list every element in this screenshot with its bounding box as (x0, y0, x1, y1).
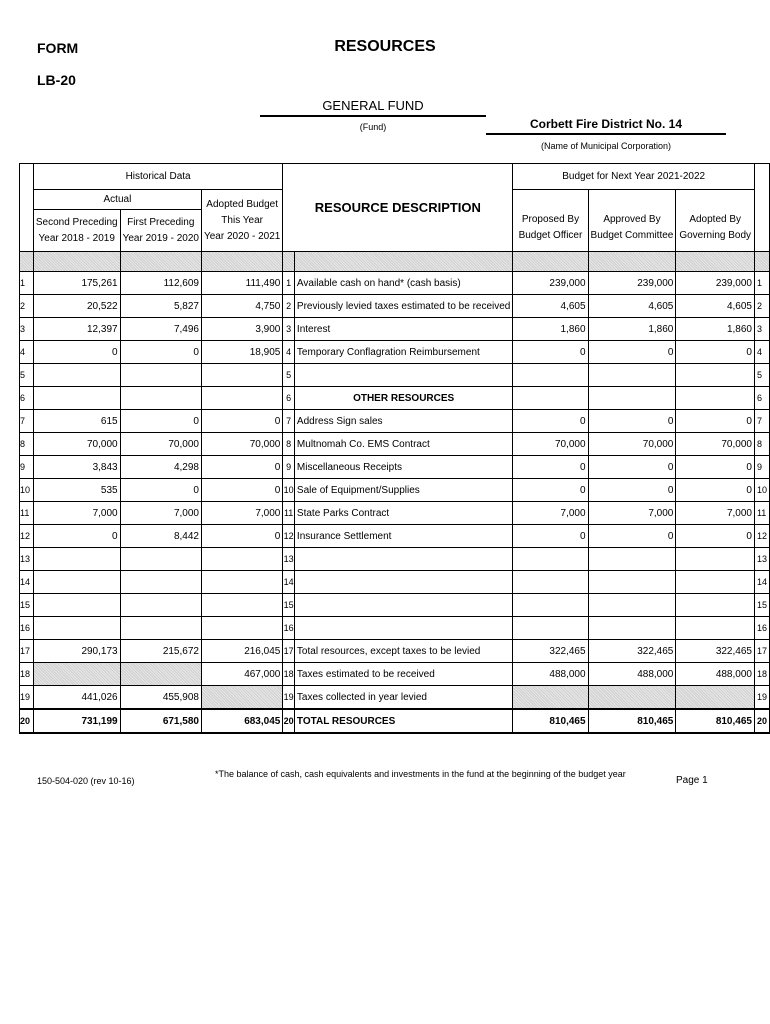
proposed-value (513, 686, 588, 710)
shaded-spacer-row (20, 252, 770, 272)
table-row (20, 571, 770, 594)
table-row (20, 594, 770, 617)
approved-value: 810,465 (588, 709, 676, 733)
line-number: 10 (20, 479, 34, 502)
first-preceding-header (120, 210, 201, 252)
adopted-by-value: 0 (676, 341, 755, 364)
adopted-budget-header (201, 190, 282, 252)
line-number-mid: 5 (283, 364, 295, 387)
adopted-by-header (676, 190, 755, 252)
approved-value (588, 617, 676, 640)
resource-description: Multnomah Co. EMS Contract (294, 433, 512, 456)
line-col-header-right (754, 164, 769, 252)
adopted-budget-value: 0 (201, 525, 282, 548)
line-number: 6 (20, 387, 34, 410)
line-number-right: 3 (754, 318, 769, 341)
first-preceding-value (120, 548, 201, 571)
proposed-line1: Proposed By (521, 213, 580, 225)
line-number: 11 (20, 502, 34, 525)
line-number-right: 1 (754, 272, 769, 295)
second-preceding-value: 615 (33, 410, 120, 433)
approved-line2: Budget Committee (590, 229, 674, 241)
line-number-mid: 19 (283, 686, 295, 710)
actual-header: Actual (33, 190, 201, 210)
line-number-mid: 11 (283, 502, 295, 525)
table-row (20, 502, 770, 525)
adopted-budget-value: 18,905 (201, 341, 282, 364)
table-row (20, 295, 770, 318)
line-number-right: 8 (754, 433, 769, 456)
line-number-right: 4 (754, 341, 769, 364)
line-number: 14 (20, 571, 34, 594)
first-preceding-value: 0 (120, 341, 201, 364)
adopted-by-line1: Adopted By (689, 213, 742, 225)
form-number: LB-20 (37, 72, 76, 88)
approved-value (588, 548, 676, 571)
approved-value (588, 387, 676, 410)
adopted-by-value (676, 387, 755, 410)
second-preceding-value: 12,397 (33, 318, 120, 341)
first-preceding-value (120, 571, 201, 594)
line-number-mid: 16 (283, 617, 295, 640)
second-preceding-line1: Second Preceding (35, 216, 118, 228)
approved-value: 488,000 (588, 663, 676, 686)
line-number-mid: 10 (283, 479, 295, 502)
approved-value: 7,000 (588, 502, 676, 525)
proposed-value (513, 617, 588, 640)
first-preceding-value (120, 617, 201, 640)
approved-header (588, 190, 676, 252)
line-number-right: 2 (754, 295, 769, 318)
second-preceding-value: 535 (33, 479, 120, 502)
adopted-budget-value: 0 (201, 456, 282, 479)
first-preceding-value: 5,827 (120, 295, 201, 318)
table-row (20, 410, 770, 433)
line-number-right: 12 (754, 525, 769, 548)
table-row (20, 456, 770, 479)
first-preceding-value: 70,000 (120, 433, 201, 456)
resource-description (294, 617, 512, 640)
line-number-right: 13 (754, 548, 769, 571)
line-number-right: 14 (754, 571, 769, 594)
line-number-mid: 14 (283, 571, 295, 594)
adopted-budget-value: 3,900 (201, 318, 282, 341)
proposed-value: 0 (513, 410, 588, 433)
adopted-by-value: 488,000 (676, 663, 755, 686)
second-preceding-value (33, 571, 120, 594)
first-preceding-value: 112,609 (120, 272, 201, 295)
approved-value (588, 594, 676, 617)
second-preceding-value (33, 594, 120, 617)
resource-description (294, 594, 512, 617)
adopted-by-value: 0 (676, 479, 755, 502)
form-code: 150-504-020 (rev 10-16) (37, 776, 135, 786)
second-preceding-value: 7,000 (33, 502, 120, 525)
footnote: *The balance of cash, cash equivalents and investments in the fund at the beginning of the budget year (215, 769, 626, 779)
line-number-right: 17 (754, 640, 769, 663)
approved-value: 70,000 (588, 433, 676, 456)
municipality-caption: (Name of Municipal Corporation) (540, 141, 672, 151)
line-number-mid: 15 (283, 594, 295, 617)
proposed-value: 322,465 (513, 640, 588, 663)
adopted-by-value: 7,000 (676, 502, 755, 525)
proposed-value: 0 (513, 456, 588, 479)
line-number-mid: 18 (283, 663, 295, 686)
first-preceding-value: 4,298 (120, 456, 201, 479)
table-row (20, 709, 770, 733)
approved-value (588, 571, 676, 594)
line-number: 19 (20, 686, 34, 710)
first-preceding-value: 8,442 (120, 525, 201, 548)
first-preceding-value (120, 663, 201, 686)
first-preceding-value (120, 387, 201, 410)
first-preceding-line1: First Preceding (127, 216, 195, 228)
second-preceding-value: 175,261 (33, 272, 120, 295)
line-number-mid: 13 (283, 548, 295, 571)
line-number-right: 6 (754, 387, 769, 410)
line-number: 15 (20, 594, 34, 617)
adopted-by-value: 4,605 (676, 295, 755, 318)
line-number: 8 (20, 433, 34, 456)
approved-value (588, 686, 676, 710)
line-number-right: 10 (754, 479, 769, 502)
proposed-value: 0 (513, 525, 588, 548)
line-number: 4 (20, 341, 34, 364)
first-preceding-value: 0 (120, 410, 201, 433)
table-row (20, 318, 770, 341)
adopted-by-value: 322,465 (676, 640, 755, 663)
adopted-by-value: 0 (676, 410, 755, 433)
table-row (20, 387, 770, 410)
proposed-value: 7,000 (513, 502, 588, 525)
first-preceding-value: 671,580 (120, 709, 201, 733)
line-number-mid: 6 (283, 387, 295, 410)
line-number-right: 7 (754, 410, 769, 433)
adopted-by-value (676, 594, 755, 617)
resource-description: TOTAL RESOURCES (294, 709, 512, 733)
line-number-mid: 1 (283, 272, 295, 295)
adopted-budget-value: 467,000 (201, 663, 282, 686)
adopted-by-value: 239,000 (676, 272, 755, 295)
line-number-mid: 4 (283, 341, 295, 364)
line-number-mid: 8 (283, 433, 295, 456)
adopted-budget-value: 0 (201, 410, 282, 433)
adopted-budget-value (201, 617, 282, 640)
proposed-value (513, 594, 588, 617)
proposed-value: 1,860 (513, 318, 588, 341)
second-preceding-value: 290,173 (33, 640, 120, 663)
table-row (20, 663, 770, 686)
adopted-by-value (676, 548, 755, 571)
adopted-by-value: 70,000 (676, 433, 755, 456)
line-number: 9 (20, 456, 34, 479)
line-number: 1 (20, 272, 34, 295)
line-number: 2 (20, 295, 34, 318)
approved-value: 322,465 (588, 640, 676, 663)
first-preceding-value: 7,000 (120, 502, 201, 525)
table-row (20, 479, 770, 502)
second-preceding-value: 3,843 (33, 456, 120, 479)
proposed-value: 239,000 (513, 272, 588, 295)
adopted-budget-value: 683,045 (201, 709, 282, 733)
adopted-budget-value: 0 (201, 479, 282, 502)
line-number-right: 15 (754, 594, 769, 617)
approved-value: 0 (588, 456, 676, 479)
proposed-value: 4,605 (513, 295, 588, 318)
proposed-value: 0 (513, 479, 588, 502)
resource-description: Taxes estimated to be received (294, 663, 512, 686)
approved-value: 239,000 (588, 272, 676, 295)
second-preceding-value: 20,522 (33, 295, 120, 318)
second-preceding-value (33, 548, 120, 571)
line-number: 5 (20, 364, 34, 387)
line-number: 18 (20, 663, 34, 686)
table-row (20, 364, 770, 387)
approved-value: 0 (588, 410, 676, 433)
line-number-right: 11 (754, 502, 769, 525)
proposed-value: 810,465 (513, 709, 588, 733)
resource-description: Miscellaneous Receipts (294, 456, 512, 479)
line-number-right: 18 (754, 663, 769, 686)
second-preceding-value: 0 (33, 341, 120, 364)
adopted-budget-line1: Adopted Budget (206, 198, 279, 210)
municipality-name: Corbett Fire District No. 14 (486, 117, 726, 135)
adopted-budget-value: 216,045 (201, 640, 282, 663)
second-preceding-value: 0 (33, 525, 120, 548)
approved-line1: Approved By (603, 213, 661, 225)
table-row (20, 433, 770, 456)
proposed-value: 488,000 (513, 663, 588, 686)
second-preceding-value: 70,000 (33, 433, 120, 456)
adopted-budget-line2: This Year (221, 214, 263, 226)
proposed-header (513, 190, 588, 252)
adopted-by-value: 0 (676, 456, 755, 479)
form-label: FORM (37, 40, 79, 56)
line-number-mid: 20 (283, 709, 295, 733)
line-number: 17 (20, 640, 34, 663)
adopted-by-value (676, 617, 755, 640)
approved-value: 4,605 (588, 295, 676, 318)
line-number-mid: 7 (283, 410, 295, 433)
resource-description: Interest (294, 318, 512, 341)
approved-value: 0 (588, 341, 676, 364)
second-preceding-value (33, 387, 120, 410)
line-number-mid: 9 (283, 456, 295, 479)
adopted-budget-line3: Year 2020 - 2021 (203, 230, 281, 242)
line-number: 3 (20, 318, 34, 341)
adopted-budget-value (201, 387, 282, 410)
table-row (20, 617, 770, 640)
table-row (20, 548, 770, 571)
second-preceding-value (33, 663, 120, 686)
proposed-value: 70,000 (513, 433, 588, 456)
line-number-right: 9 (754, 456, 769, 479)
adopted-by-value (676, 364, 755, 387)
resource-description-header: RESOURCE DESCRIPTION (283, 164, 513, 252)
adopted-by-value: 810,465 (676, 709, 755, 733)
table-row (20, 272, 770, 295)
adopted-budget-value: 70,000 (201, 433, 282, 456)
second-preceding-line2: Year 2018 - 2019 (38, 232, 115, 244)
adopted-budget-value (201, 548, 282, 571)
fund-caption: (Fund) (359, 122, 387, 132)
proposed-value (513, 387, 588, 410)
resource-description: Temporary Conflagration Reimbursement (294, 341, 512, 364)
resources-table (19, 163, 770, 734)
adopted-budget-value: 4,750 (201, 295, 282, 318)
approved-value: 0 (588, 525, 676, 548)
first-preceding-value: 0 (120, 479, 201, 502)
first-preceding-value (120, 364, 201, 387)
first-preceding-value: 215,672 (120, 640, 201, 663)
table-row (20, 525, 770, 548)
second-preceding-value: 441,026 (33, 686, 120, 710)
resource-description: Taxes collected in year levied (294, 686, 512, 710)
proposed-value (513, 548, 588, 571)
resource-description: Total resources, except taxes to be levied (294, 640, 512, 663)
adopted-budget-value: 111,490 (201, 272, 282, 295)
line-number-right: 19 (754, 686, 769, 710)
resource-description: Insurance Settlement (294, 525, 512, 548)
page-number: Page 1 (676, 775, 708, 786)
second-preceding-header (33, 210, 120, 252)
line-number-right: 20 (754, 709, 769, 733)
adopted-by-value: 0 (676, 525, 755, 548)
proposed-line2: Budget Officer (518, 229, 583, 241)
resource-description: Previously levied taxes estimated to be received (294, 295, 512, 318)
line-number: 12 (20, 525, 34, 548)
adopted-budget-value: 7,000 (201, 502, 282, 525)
proposed-value (513, 571, 588, 594)
approved-value: 1,860 (588, 318, 676, 341)
adopted-by-value: 1,860 (676, 318, 755, 341)
table-row (20, 640, 770, 663)
adopted-by-value (676, 686, 755, 710)
resource-description: Sale of Equipment/Supplies (294, 479, 512, 502)
line-number-mid: 17 (283, 640, 295, 663)
adopted-by-value (676, 571, 755, 594)
line-number: 13 (20, 548, 34, 571)
resource-description: Available cash on hand* (cash basis) (294, 272, 512, 295)
fund-name: GENERAL FUND (260, 98, 486, 117)
resource-description (294, 548, 512, 571)
proposed-value: 0 (513, 341, 588, 364)
line-number-mid: 12 (283, 525, 295, 548)
page-title: RESOURCES (334, 38, 436, 55)
budget-next-year-header: Budget for Next Year 2021-2022 (513, 164, 755, 190)
second-preceding-value (33, 617, 120, 640)
line-number: 16 (20, 617, 34, 640)
line-number-mid: 3 (283, 318, 295, 341)
line-number-right: 16 (754, 617, 769, 640)
resource-description (294, 364, 512, 387)
second-preceding-value (33, 364, 120, 387)
first-preceding-value (120, 594, 201, 617)
proposed-value (513, 364, 588, 387)
approved-value: 0 (588, 479, 676, 502)
resource-description: Address Sign sales (294, 410, 512, 433)
table-row (20, 686, 770, 710)
line-number: 7 (20, 410, 34, 433)
resource-description (294, 571, 512, 594)
adopted-budget-value (201, 686, 282, 710)
resource-description: OTHER RESOURCES (294, 387, 512, 410)
first-preceding-value: 455,908 (120, 686, 201, 710)
first-preceding-line2: Year 2019 - 2020 (122, 232, 199, 244)
adopted-budget-value (201, 571, 282, 594)
line-number-mid: 2 (283, 295, 295, 318)
adopted-budget-value (201, 594, 282, 617)
adopted-budget-value (201, 364, 282, 387)
approved-value (588, 364, 676, 387)
table-row (20, 341, 770, 364)
line-number-right: 5 (754, 364, 769, 387)
resource-description: State Parks Contract (294, 502, 512, 525)
historical-header: Historical Data (33, 164, 282, 190)
adopted-by-line2: Governing Body (679, 229, 752, 241)
line-col-header (20, 164, 34, 252)
first-preceding-value: 7,496 (120, 318, 201, 341)
second-preceding-value: 731,199 (33, 709, 120, 733)
line-number: 20 (20, 709, 34, 733)
